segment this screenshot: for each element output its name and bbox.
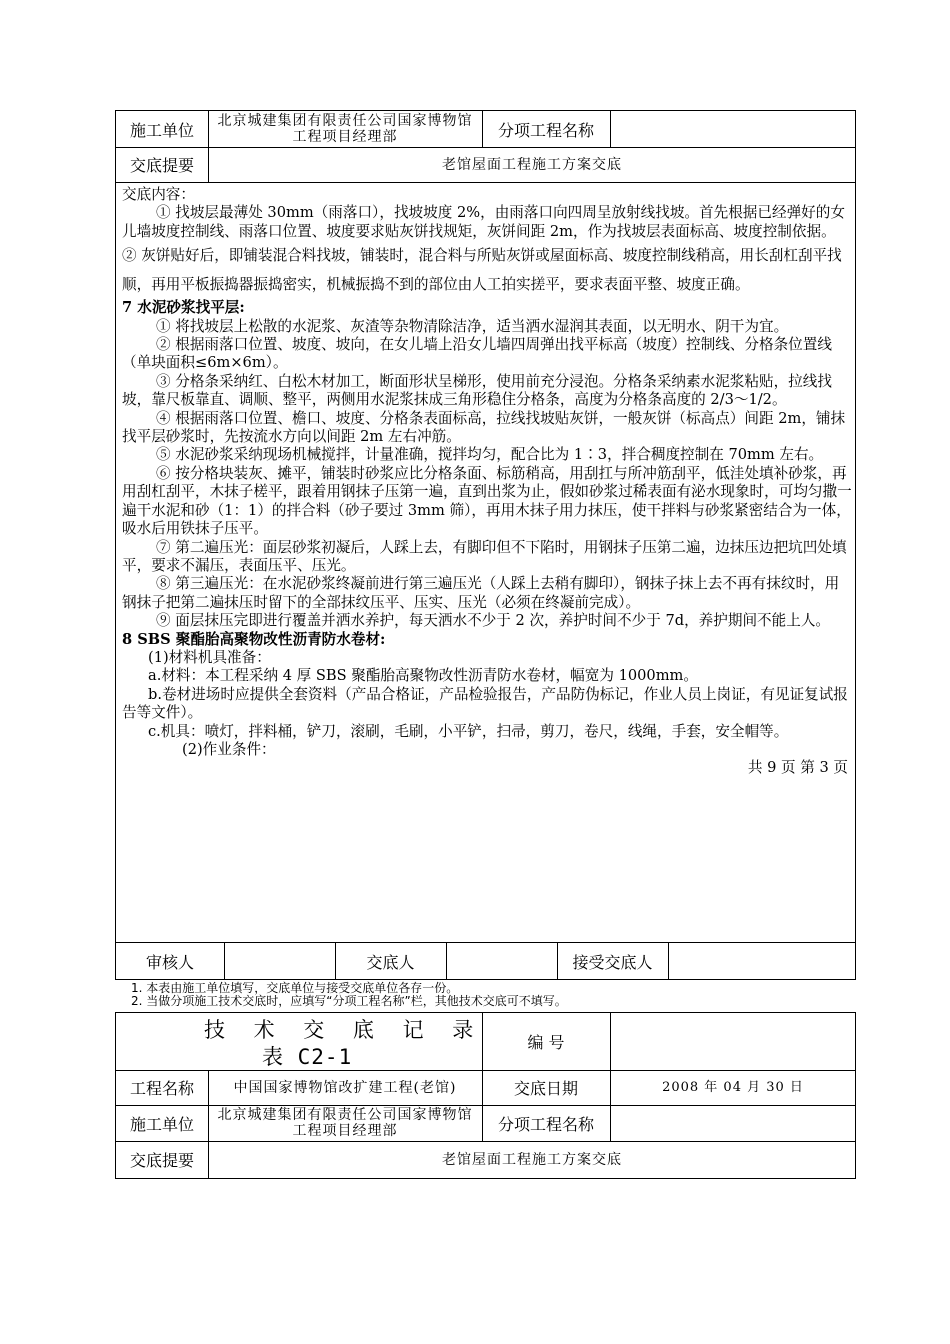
content-paragraph: (2)作业条件： (182, 740, 276, 758)
construction-unit-label: 施工单位 (129, 120, 194, 140)
reviewer-value (224, 942, 335, 980)
second-form-table (115, 1012, 856, 1179)
sub-project-value (610, 111, 856, 147)
discloser-value (446, 942, 557, 980)
discloser-label: 交底人 (366, 952, 415, 972)
content-paragraph: ⑧ 第三遍压光：在水泥砂浆终凝前进行第三遍压光（人踩上去稍有脚印），钢抹子抹上去不再有抹纹时，用钢抹子把第二遍抹压时留下的全部抹纹压平、压实、压光（必须在终凝前完成）。 (122, 575, 840, 611)
summary-value: 老馆屋面工程施工方案交底 (442, 156, 622, 173)
page-info: 共 9 页 第 3 页 (747, 759, 848, 777)
sub-project-label: 分项工程名称 (497, 120, 594, 140)
content-paragraph: ⑦ 第二遍压光：面层砂浆初凝后，人踩上去，有脚印但不下陷时，用钢抹子压第二遍，边抹压边把坑凹处填平，要求不漏压，表面压平、压光。 (122, 538, 847, 574)
content-paragraph: a.材料：本工程采纳 4 厚 SBS 聚酯胎高聚物改性沥青防水卷材，幅宽为 1000mm。 (148, 667, 698, 685)
construction-unit-label-2: 施工单位 (129, 1114, 194, 1134)
top-form-table (115, 110, 856, 980)
receiver-value (668, 942, 856, 980)
content-paragraph: ② 灰饼贴好后，即铺装混合料找坡，铺装时，混合料与所贴灰饼或屋面标高、坡度控制线稍高，用长刮杠刮平找顺，再用平板振捣器振捣密实，机械振捣不到的部位由人工拍实搓平，要求表面平整、坡度正确。 (122, 247, 842, 294)
project-label: 工程名称 (129, 1079, 194, 1098)
form-title: 技 术 交 底 记 录 (204, 1018, 482, 1042)
summary-label-2: 交底提要 (129, 1151, 194, 1170)
content-paragraph: ⑨ 面层抹压完即进行覆盖并洒水养护，每天洒水不少于 2 次，养护时间不少于 7d，养护期间不能上人。 (156, 612, 831, 630)
content-paragraph: ① 将找坡层上松散的水泥浆、灰渣等杂物清除洁净，适当洒水湿润其表面，以无明水、阴干为宜。 (156, 317, 789, 335)
sub-project-value-2 (610, 1105, 856, 1141)
receiver-label: 接受交底人 (572, 952, 653, 972)
content-paragraph: ② 根据雨落口位置、坡度、坡向，在女儿墙上沿女儿墙四周弹出找平标高（坡度）控制线、分格条位置线（单块面积≤6m×6m）。 (122, 336, 832, 372)
reviewer-label: 审核人 (145, 952, 194, 972)
section-heading: 7 水泥砂浆找平层: (122, 299, 245, 317)
summary-value-2: 老馆屋面工程施工方案交底 (442, 1151, 622, 1168)
date-value: 2008 年 04 月 30 日 (662, 1079, 804, 1095)
content-paragraph: ⑤ 水泥砂浆采纳现场机械搅拌，计量准确，搅拌均匀，配合比为 1∶3，拌合稠度控制在 70mm 左右。 (156, 446, 824, 464)
number-value (610, 1013, 856, 1070)
project-value: 中国国家博物馆改扩建工程(老馆) (233, 1079, 457, 1096)
note-line: 1. 本表由施工单位填写，交底单位与接受交底单位各存一份。 (131, 981, 459, 995)
summary-label: 交底提要 (129, 156, 194, 175)
sub-project-label-2: 分项工程名称 (497, 1114, 594, 1134)
content-area (116, 182, 857, 942)
date-label: 交底日期 (513, 1079, 578, 1098)
content-paragraph: ③ 分格条采纳红、白松木材加工，断面形状呈梯形，使用前充分浸泡。分格条采纳素水泥浆粘贴，拉线找坡，靠尺板靠直、调顺、整平，两侧用水泥浆抹成三角形稳住分格条，高度为分格条高度的 2/3～1/2。 (122, 372, 832, 409)
content-paragraph: (1)材料机具准备： (148, 648, 271, 666)
note-line: 2. 当做分项施工技术交底时，应填写“分项工程名称”栏，其他技术交底可不填写。 (131, 994, 567, 1008)
construction-unit-value: 北京城建集团有限责任公司国家博物馆工程项目经理部 (217, 113, 473, 145)
content-paragraph: b.卷材进场时应提供全套资料（产品合格证，产品检验报告，产品防伪标记，作业人员上岗证，有见证复试报告等文件）。 (122, 685, 848, 722)
content-paragraph: c.机具：喷灯，拌料桶，铲刀，滚刷，毛刷，小平铲，扫帚，剪刀，卷尺，线绳，手套，安全帽等。 (148, 722, 789, 740)
content-heading: 交底内容： (122, 186, 195, 203)
number-label: 编 号 (527, 1033, 565, 1052)
content-paragraph: ⑥ 按分格块装灰、摊平，铺装时砂浆应比分格条面、标筋稍高，用刮扛与所冲筋刮平，低洼处填补砂浆，再用刮杠刮平，木抹子槎平，跟着用钢抹子压第一遍，直到出浆为止，假如砂浆过稀表面有泌水现象时，可均匀撒一遍干水泥和砂（1：1）的拌合料（砂子要过 3mm 筛），再用木抹子用力抹压，使干拌料与砂浆紧密结合为一体，吸水后用铁抹子压平。 (122, 464, 852, 538)
section-heading: 8 SBS 聚酯胎高聚物改性沥青防水卷材: (122, 630, 386, 648)
form-notes (131, 982, 567, 1008)
content-paragraph: ④ 根据雨落口位置、檐口、坡度、分格条表面标高，拉线找坡贴灰饼，一般灰饼（标高点）间距 2m，铺抹找平层砂浆时，先按流水方向以间距 2m 左右冲筋。 (122, 409, 846, 446)
content-paragraph: ① 找坡层最薄处 30mm（雨落口），找坡坡度 2%，由雨落口向四周呈放射线找坡。首先根据已经弹好的女儿墙坡度控制线、雨落口位置、坡度要求贴灰饼找规矩，灰饼间距 2m，作为找坡层表面标高、坡度控制依据。 (122, 204, 845, 240)
construction-unit-value-2: 北京城建集团有限责任公司国家博物馆工程项目经理部 (217, 1107, 473, 1139)
form-subtitle: 表 C2-1 (262, 1045, 353, 1069)
